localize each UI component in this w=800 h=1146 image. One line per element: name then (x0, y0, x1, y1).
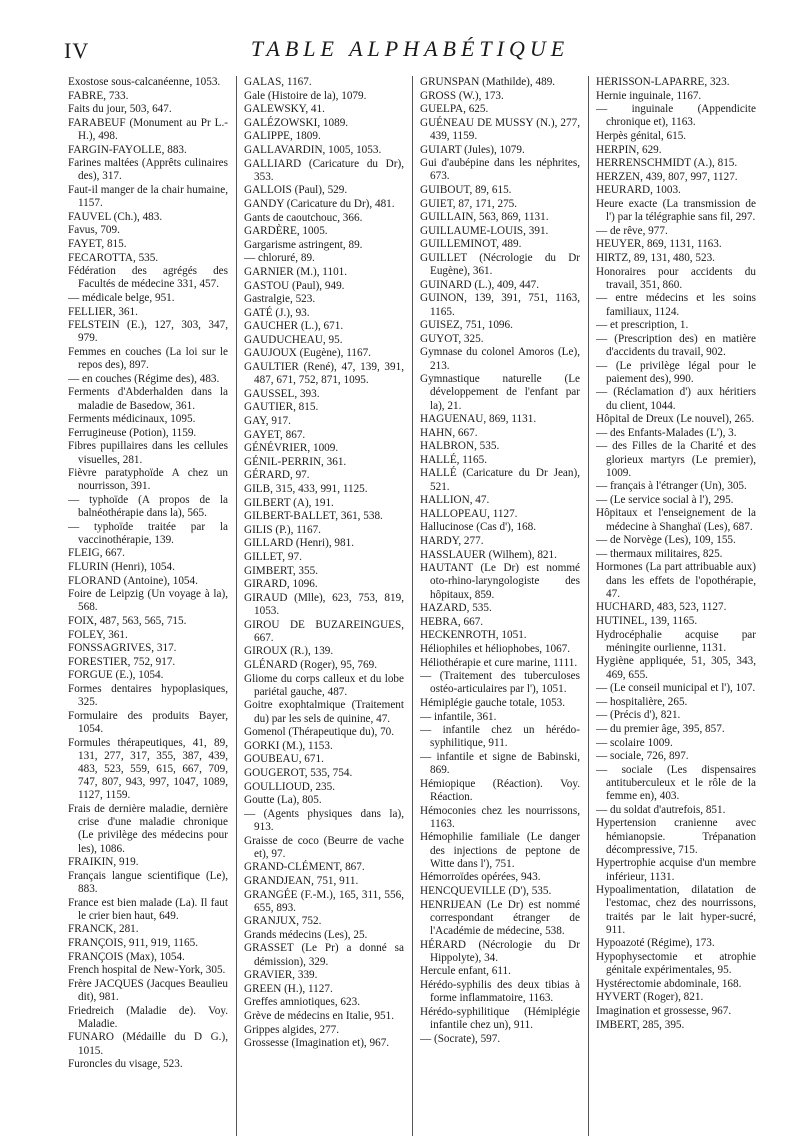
index-entry: — infantile, 361. (420, 710, 497, 723)
index-entry: Gastralgie, 523. (244, 293, 316, 306)
index-entry: Grève de médecins en Italie, 951. (244, 1010, 395, 1023)
index-entry: FLEIG, 667. (68, 547, 125, 560)
index-entry: GILBERT (A), 191. (244, 496, 334, 509)
index-entry: — hospitalière, 265. (596, 695, 688, 708)
index-entry: GRANDJEAN, 751, 911. (244, 874, 359, 887)
index-entry: — et prescription, 1. (596, 319, 689, 332)
index-entry: GUIBOUT, 89, 615. (420, 183, 512, 196)
index-entry: HUCHARD, 483, 523, 1127. (596, 601, 727, 614)
index-entry: HENCQUEVILLE (D'), 535. (420, 884, 552, 897)
index-entry: Graisse de coco (Beurre de vache et), 97. (244, 834, 404, 860)
index-entry: Gliome du corps calleux et du lobe pariétal gauche, 487. (244, 672, 404, 698)
index-entry: GILLARD (Henri), 981. (244, 537, 354, 550)
index-entry: FRAIKIN, 919. (68, 856, 139, 869)
index-entry: HALBRON, 535. (420, 440, 500, 453)
index-entry: GIRARD, 1096. (244, 578, 318, 591)
index-entry: GÉRARD, 97. (244, 469, 310, 482)
index-entry: GAULTIER (René), 47, 139, 391, 487, 671, 752, 871, 1095. (244, 361, 404, 387)
index-entry: GARNIER (M.), 1101. (244, 265, 348, 278)
index-column-3 (420, 76, 580, 1136)
index-entry: Faut-il manger de la chair humaine, 1157. (68, 183, 228, 210)
index-entry: GRUNSPAN (Mathilde), 489. (420, 76, 556, 88)
index-entry: Imagination et grossesse, 967. (596, 1004, 732, 1017)
index-entry: HECKENROTH, 1051. (420, 629, 527, 642)
index-entry: GÉNIL-PERRIN, 361. (244, 455, 347, 468)
index-entry: GUINON, 139, 391, 751, 1163, 1165. (420, 292, 580, 318)
index-entry: Hémorroïdes opérées, 943. (420, 871, 541, 884)
index-entry: — scolaire 1009. (596, 736, 673, 749)
index-entry: GILBERT-BALLET, 361, 538. (244, 510, 383, 523)
index-entry: HÉRARD (Nécrologie du Dr Hippolyte), 34. (420, 938, 580, 964)
index-entry: GUYOT, 325. (420, 332, 484, 345)
index-entry: GOUBEAU, 671. (244, 753, 324, 766)
index-entry: GRAVIER, 339. (244, 969, 318, 982)
index-entry: Heure exacte (La transmission de l') par la télégraphie sans fil, 297. (596, 197, 756, 224)
index-entry: — médicale belge, 951. (68, 291, 175, 304)
index-entry: Ferments d'Abderhalden dans la maladie de Basedow, 361. (68, 386, 228, 412)
index-entry: — chloruré, 89. (244, 252, 315, 265)
index-entry: FRANÇOIS (Max), 1054. (68, 950, 185, 963)
index-entry: HERRENSCHMIDT (A.), 815. (596, 157, 738, 170)
index-entry: FRANCK, 281. (68, 923, 139, 936)
index-entry: GROSS (W.), 173. (420, 89, 504, 102)
index-entry: — (Prescription des) en matière d'accidents du travail, 902. (596, 332, 756, 358)
index-entry: FORGUE (E.), 1054. (68, 669, 164, 682)
index-entry: HALLION, 47. (420, 494, 490, 507)
index-entry: — de Norvège (Les), 109, 155. (596, 534, 736, 547)
index-entry: — entre médecins et les soins familiaux, 1124. (596, 292, 756, 318)
index-entry: GAUDUCHEAU, 95. (244, 333, 343, 346)
index-entry: FECAROTTA, 535. (68, 251, 159, 264)
index-entry: HASSLAUER (Wilhem), 821. (420, 548, 557, 561)
index-entry: GALÉZOWSKI, 1089. (244, 116, 349, 129)
index-entry: FARABEUF (Monument au Pr L.-H.), 498. (68, 116, 228, 142)
index-entry: HENRIJEAN (Le Dr) est nommé correspondant étranger de l'Académie de médecine, 538. (420, 898, 580, 937)
index-entry: GLÉNARD (Roger), 95, 769. (244, 658, 377, 671)
index-entry: GUELPA, 625. (420, 103, 489, 116)
index-entry: Hydrocéphalie acquise par méningite ourlienne, 1131. (596, 628, 756, 654)
index-entry: GAUTIER, 815. (244, 401, 319, 414)
index-entry: — sociale (Les dispensaires antituberculeux et le rôle de la femme en), 403. (596, 763, 756, 803)
index-entry: FONSSAGRIVES, 317. (68, 642, 177, 655)
index-entry: HIRTZ, 89, 131, 480, 523. (596, 251, 715, 264)
index-entry: Furoncles du visage, 523. (68, 1058, 183, 1071)
index-entry: Exostose sous-calcanéenne, 1053. (68, 76, 221, 88)
index-entry: Hémiplégie gauche totale, 1053. (420, 697, 566, 710)
index-entry: GALEWSKY, 41. (244, 103, 325, 116)
index-entry: Formules thérapeutiques, 41, 89, 131, 277, 317, 355, 387, 439, 483, 523, 559, 615, 667, 709, 747, 807, 943, 997, 1047, 1089, 1127, 1159. (68, 736, 228, 802)
index-entry: GRAND-CLÉMENT, 867. (244, 861, 365, 874)
page-number: IV (64, 38, 90, 63)
index-entry: GALLIARD (Caricature du Dr), 353. (244, 157, 404, 183)
index-entry: Goutte (La), 805. (244, 794, 322, 807)
index-entry: Hercule enfant, 611. (420, 965, 511, 978)
index-entry: Gants de caoutchouc, 366. (244, 211, 363, 224)
index-entry: Français langue scientifique (Le), 883. (68, 869, 228, 896)
index-entry: FORESTIER, 752, 917. (68, 655, 176, 668)
index-entry: Gargarisme astringent, 89. (244, 238, 363, 251)
index-entry: Hémoconies chez les nourrissons, 1163. (420, 804, 580, 830)
index-entry: FABRE, 733. (68, 89, 129, 102)
page-header (60, 34, 760, 74)
index-entry: HAGUENAU, 869, 1131. (420, 413, 537, 426)
index-entry: HARDY, 277. (420, 535, 484, 548)
index-entry: — inguinale (Appendicite chronique et), 1163. (596, 103, 756, 129)
index-entry: — des Filles de la Charité et des glorieux martyrs (Le premier), 1009. (596, 440, 756, 479)
index-entry: GAUCHER (L.), 671. (244, 320, 344, 333)
index-entry: Ferrugineuse (Potion), 1159. (68, 426, 197, 439)
index-entry: Foire de Leipzig (Un voyage à la), 568. (68, 588, 228, 614)
index-entry: Hôpital de Dreux (Le nouvel), 265. (596, 413, 755, 426)
index-entry: Hallucinose (Cas d'), 168. (420, 521, 537, 534)
index-entry: HALLÉ (Caricature du Dr Jean), 521. (420, 467, 580, 493)
index-entry: HERPIN, 629. (596, 143, 662, 156)
index-entry: HERZEN, 439, 807, 997, 1127. (596, 170, 738, 183)
index-entry: GUIART (Jules), 1079. (420, 143, 525, 156)
index-entry: Hormones (La part attribuable aux) dans les effets de l'opothérapie, 47. (596, 561, 756, 600)
index-entry: Hypertension cranienne avec hémianopsie. Trépanation décompressive, 715. (596, 817, 756, 856)
index-entry: FAYET, 815. (68, 237, 127, 250)
index-entry: Goitre exophtalmique (Traitement du) par les sels de quinine, 47. (244, 699, 404, 725)
index-entry: HALLOPEAU, 1127. (420, 507, 518, 520)
index-entry: GIRAUD (Mlle), 623, 753, 819, 1053. (244, 591, 404, 617)
index-entry: GUILLAIN, 563, 869, 1131. (420, 211, 549, 224)
index-entry: GRANJUX, 752. (244, 915, 322, 928)
index-entry: GANDY (Caricature du Dr), 481. (244, 197, 395, 210)
index-column-4 (596, 76, 756, 1136)
index-entry: GAY, 917. (244, 415, 291, 428)
index-entry: Fibres pupillaires dans les cellules visuelles, 281. (68, 440, 228, 466)
index-entry: GRANGÉE (F.-M.), 165, 311, 556, 655, 893. (244, 888, 404, 914)
index-entry: Hémophilie familiale (Le danger des injections de peptone de Witte dans l'), 751. (420, 831, 580, 870)
index-entry: GUILLAUME-LOUIS, 391. (420, 224, 549, 237)
index-entry: — du premier âge, 395, 857. (596, 723, 725, 736)
index-entry: FELSTEIN (E.), 127, 303, 347, 979. (68, 319, 228, 345)
index-entry: Hypoalimentation, dilatation de l'estomac, chez des nourrissons, traités par le lait hyper-sucré, 911. (596, 884, 756, 936)
index-entry: HALLÉ, 1165. (420, 453, 488, 466)
index-entry: GOUGEROT, 535, 754. (244, 766, 353, 779)
index-entry: Gomenol (Thérapeutique du), 70. (244, 726, 395, 739)
index-entry: Herpès génital, 615. (596, 129, 687, 142)
index-entry: France est bien malade (La). Il faut le crier bien haut, 649. (68, 896, 228, 922)
index-entry: Femmes en couches (La loi sur le repos des), 897. (68, 345, 228, 372)
index-entry: Hémiopique (Réaction). Voy. Réaction. (420, 777, 580, 803)
index-entry: GASTOU (Paul), 949. (244, 279, 345, 292)
index-entry: FOLEY, 361. (68, 628, 128, 641)
index-entry: GALAS, 1167. (244, 76, 312, 88)
index-entry: — sociale, 726, 897. (596, 750, 689, 763)
index-entry: GAUSSEL, 393. (244, 387, 320, 400)
index-entry: Friedreich (Maladie de). Voy. Maladie. (68, 1004, 228, 1030)
index-entry: FOIX, 487, 563, 565, 715. (68, 615, 187, 628)
index-entry: Gymnastique naturelle (Le développement de l'enfant par la), 21. (420, 373, 580, 412)
index-entry: GREEN (H.), 1127. (244, 982, 333, 995)
index-entry: Gymnase du colonel Amoros (Le), 213. (420, 346, 580, 372)
index-entry: — thermaux militaires, 825. (596, 547, 723, 560)
index-entry: FLORAND (Antoine), 1054. (68, 574, 198, 587)
index-entry: GUILLEMINOT, 489. (420, 238, 522, 251)
index-entry: GIROU DE BUZAREINGUES, 667. (244, 618, 404, 644)
index-entry: Hypertrophie acquise d'un membre inférieur, 1131. (596, 857, 756, 883)
index-entry: GUÉNEAU DE MUSSY (N.), 277, 439, 1159. (420, 116, 580, 142)
index-entry: — infantile chez un hérédo-syphilitique, 911. (420, 724, 580, 750)
index-entry: IMBERT, 285, 395. (596, 1018, 685, 1031)
index-entry: GILIS (P.), 1167. (244, 523, 321, 536)
index-entry: — (Agents physiques dans la), 913. (244, 807, 404, 833)
index-entry: GAYET, 867. (244, 428, 306, 441)
index-entry: Grippes algides, 277. (244, 1023, 340, 1036)
index-entry: GARDÈRE, 1005. (244, 225, 328, 238)
page-title: TABLE ALPHABÉTIQUE (250, 36, 570, 61)
index-entry: GUIET, 87, 171, 275. (420, 197, 518, 210)
index-entry: Fièvre paratyphoïde A chez un nourrisson, 391. (68, 467, 228, 493)
index-entry: — (Le service social à l'), 295. (596, 493, 734, 506)
index-entry: Hôpitaux et l'enseignement de la médecine à Shanghaï (Les), 687. (596, 507, 756, 533)
index-entry: — en couches (Régime des), 483. (68, 372, 220, 385)
index-entry: Hérédo-syphilitique (Hémiplégie infantile chez un), 911. (420, 1005, 580, 1031)
index-entry: FAUVEL (Ch.), 483. (68, 210, 163, 223)
index-entry: FLURIN (Henri), 1054. (68, 561, 175, 574)
index-entry: Greffes amniotiques, 623. (244, 996, 360, 1009)
index-entry: — français à l'étranger (Un), 305. (596, 480, 747, 493)
index-entry: GUINARD (L.), 409, 447. (420, 278, 540, 291)
index-entry: GIROUX (R.), 139. (244, 645, 334, 658)
index-entry: Hystérectomie abdominale, 168. (596, 977, 742, 990)
index-entry: HAZARD, 535. (420, 602, 492, 615)
index-entry: HEBRA, 667. (420, 615, 484, 628)
index-entry: — typhoïde (A propos de la balnéothérapie dans la), 565. (68, 493, 228, 520)
index-entry: Héliophiles et héliophobes, 1067. (420, 643, 571, 656)
index-entry: GALLOIS (Paul), 529. (244, 184, 348, 197)
index-entry: GRASSET (Le Pr) a donné sa démission), 329. (244, 942, 404, 968)
index-entry: — (Précis d'), 821. (596, 709, 681, 722)
index-entry: FUNARO (Médaille du D G.), 1015. (68, 1031, 228, 1057)
index-entry: Grossesse (Imagination et), 967. (244, 1037, 390, 1050)
column-divider (588, 76, 589, 1136)
index-entry: HAHN, 667. (420, 426, 478, 439)
index-entry: — (Socrate), 597. (420, 1032, 501, 1045)
index-column-1 (68, 76, 228, 1136)
index-entry: FELLIER, 361. (68, 305, 138, 318)
index-entry: GORKI (M.), 1153. (244, 739, 333, 752)
index-entry: GOULLIOUD, 235. (244, 780, 336, 793)
index-entry: Formes dentaires hypoplasiques, 325. (68, 683, 228, 709)
column-divider (412, 76, 413, 1136)
index-entry: — (Le privilège légal pour le paiement des), 990. (596, 359, 756, 385)
index-entry: HUTINEL, 139, 1165. (596, 615, 698, 628)
index-entry: Hernie inguinale, 1167. (596, 89, 702, 102)
index-entry: French hospital de New-York, 305. (68, 964, 226, 977)
index-entry: — (Réclamation d') aux héritiers du client, 1044. (596, 386, 756, 412)
index-entry: Frère JACQUES (Jacques Beaulieu dit), 981. (68, 977, 228, 1003)
index-entry: GILB, 315, 433, 991, 1125. (244, 483, 368, 496)
index-entry: GILLET, 97. (244, 551, 302, 563)
index-entry: — (Le conseil municipal et l'), 107. (596, 682, 756, 695)
index-entry: HEUYER, 869, 1131, 1163. (596, 238, 722, 251)
index-entry: Hygiène appliquée, 51, 305, 343, 469, 655. (596, 655, 756, 681)
index-entry: — de rêve, 977. (596, 224, 668, 237)
index-entry: GUILLET (Nécrologie du Dr Eugène), 361. (420, 251, 580, 278)
index-entry: GIMBERT, 355. (244, 564, 319, 577)
index-entry: Grands médecins (Les), 25. (244, 928, 368, 941)
index-entry: Hypoazoté (Régime), 173. (596, 937, 715, 950)
index-entry: HAUTANT (Le Dr) est nommé oto-rhino-laryngologiste des hôpitaux, 859. (420, 562, 580, 601)
index-entry: Favus, 709. (68, 224, 120, 237)
index-entry: GALIPPE, 1809. (244, 130, 321, 143)
index-column-2 (244, 76, 404, 1136)
index-entry: Ferments médicinaux, 1095. (68, 413, 196, 426)
index-entry: — du soldat d'autrefois, 851. (596, 803, 726, 816)
index-entry: Gale (Histoire de la), 1079. (244, 89, 367, 102)
index-entry: — des Enfants-Malades (L'), 3. (596, 426, 737, 439)
index-entry: GUISEZ, 751, 1096. (420, 319, 513, 332)
index-entry: FRANÇOIS, 911, 919, 1165. (68, 937, 199, 950)
index-entry: GAUJOUX (Eugène), 1167. (244, 347, 371, 360)
index-entry: — (Traitement des tuberculoses ostéo-articulaires par l'), 1051. (420, 670, 580, 696)
index-entry: GÉNÉVRIER, 1009. (244, 442, 339, 455)
index-entry: HÉRISSON-LAPARRE, 323. (596, 76, 730, 88)
index-entry: HYVERT (Roger), 821. (596, 991, 704, 1004)
index-entry: Héliothérapie et cure marine, 1111. (420, 656, 578, 669)
index-entry: Fédération des agrégés des Facultés de médecine 331, 457. (68, 265, 228, 291)
index-entry: FARGIN-FAYOLLE, 883. (68, 143, 187, 156)
index-entry: GATÉ (J.), 93. (244, 306, 310, 319)
index-columns (68, 76, 764, 1136)
index-entry: Farines maltées (Apprêts culinaires des), 317. (68, 157, 228, 183)
index-entry: Formulaire des produits Bayer, 1054. (68, 709, 228, 736)
index-entry: — typhoïde traitée par la vaccinothérapie, 139. (68, 520, 228, 546)
column-divider (236, 76, 237, 1136)
index-entry: HEURARD, 1003. (596, 184, 681, 197)
index-entry: — infantile et signe de Babinski, 869. (420, 751, 580, 777)
index-entry: Honoraires pour accidents du travail, 351, 860. (596, 265, 756, 291)
index-entry: Frais de dernière maladie, dernière crise d'une maladie chronique (Le privilège des médecins pour les), 1086. (68, 803, 228, 855)
index-entry: Hérédo-syphilis des deux tibias à forme inflammatoire, 1163. (420, 978, 580, 1005)
index-entry: GALLAVARDIN, 1005, 1053. (244, 143, 382, 156)
index-entry: Gui d'aubépine dans les néphrites, 673. (420, 157, 580, 183)
index-entry: Faits du jour, 503, 647. (68, 103, 172, 116)
index-entry: Hypophysectomie et atrophie génitale expérimentales, 95. (596, 951, 756, 977)
